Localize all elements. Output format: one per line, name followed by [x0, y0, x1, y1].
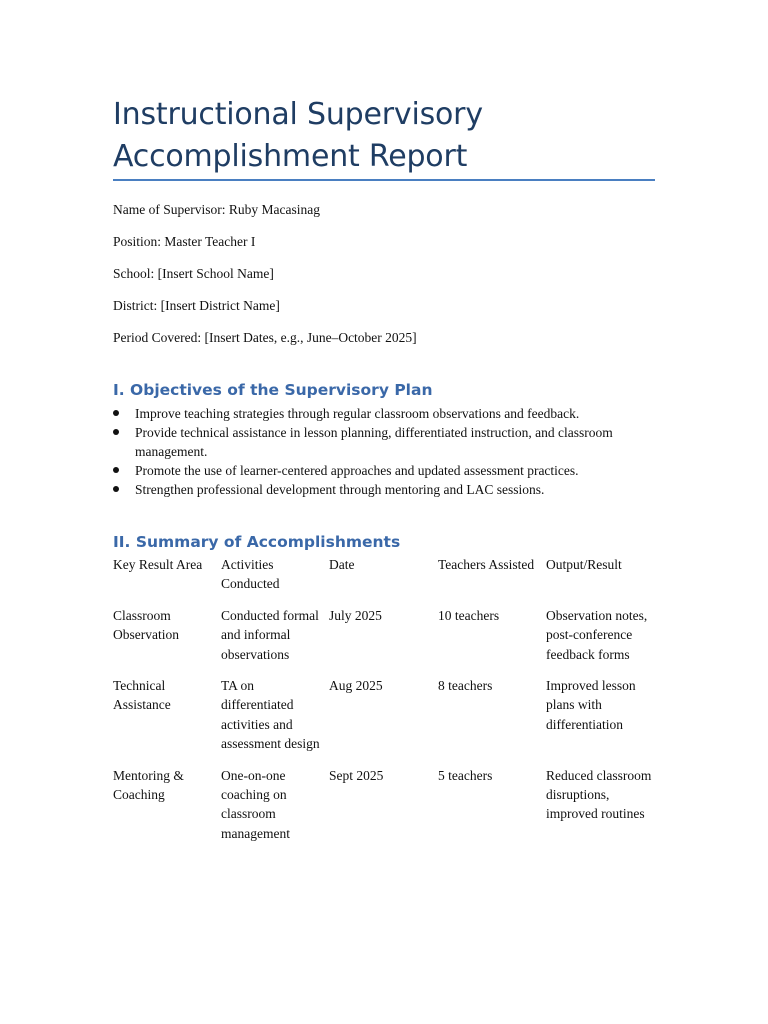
school-name: School: [Insert School Name] — [113, 266, 274, 281]
title-divider — [113, 179, 655, 181]
bullet-icon — [113, 486, 119, 492]
cell-teachers: 5 teachers — [438, 767, 493, 783]
district-name: District: [Insert District Name] — [113, 298, 280, 313]
objective-text: Promote the use of learner-centered approaches and updated assessment practices. — [135, 463, 579, 478]
summary-heading: II. Summary of Accomplishments — [113, 533, 401, 551]
objective-text: Provide technical assistance in lesson planning, differentiated instruction, and classroom management. — [135, 425, 613, 459]
table-row — [113, 606, 658, 676]
objective-item — [113, 423, 658, 461]
cell-teachers: 10 teachers — [438, 607, 500, 623]
objective-item — [113, 480, 658, 499]
objective-item — [113, 404, 658, 423]
report-title: Instructional Supervisory Accomplishment Report — [113, 97, 483, 174]
objective-text: Strengthen professional development through mentoring and LAC sessions. — [135, 482, 545, 497]
supervisor-name: Name of Supervisor: Ruby Macasinag — [113, 202, 320, 217]
objectives-heading: I. Objectives of the Supervisory Plan — [113, 381, 433, 399]
cell-date: Sept 2025 — [329, 767, 384, 783]
objective-item — [113, 461, 658, 480]
column-header-activities: Activities Conducted — [221, 557, 280, 592]
table-row — [113, 766, 658, 856]
table-row — [113, 676, 658, 766]
objective-text: Improve teaching strategies through regular classroom observations and feedback. — [135, 406, 580, 421]
cell-date: July 2025 — [329, 607, 382, 623]
cell-activities: Conducted formal and informal observations — [221, 607, 319, 662]
cell-teachers: 8 teachers — [438, 678, 493, 694]
cell-date: Aug 2025 — [329, 678, 383, 694]
cell-activities: TA on differentiated activities and assessment design — [221, 678, 320, 752]
cell-key-result-area: Classroom Observation — [113, 607, 179, 643]
objectives-list — [113, 404, 658, 499]
supervisor-position: Position: Master Teacher I — [113, 234, 256, 249]
bullet-icon — [113, 410, 119, 416]
cell-output: Improved lesson plans with differentiation — [546, 678, 636, 732]
column-header-date: Date — [329, 557, 355, 572]
column-header-key-result-area: Key Result Area — [113, 557, 203, 572]
bullet-icon — [113, 429, 119, 435]
column-header-output: Output/Result — [546, 557, 622, 572]
bullet-icon — [113, 467, 119, 473]
accomplishments-table — [113, 555, 658, 855]
cell-key-result-area: Technical Assistance — [113, 678, 171, 713]
cell-output: Reduced classroom disruptions, improved routines — [546, 767, 652, 822]
column-header-teachers: Teachers Assisted — [438, 557, 535, 572]
cell-output: Observation notes, post-conference feedback forms — [546, 607, 648, 662]
cell-activities: One-on-one coaching on classroom management — [221, 767, 290, 841]
cell-key-result-area: Mentoring & Coaching — [113, 767, 184, 803]
table-header-row — [113, 555, 658, 606]
period-covered: Period Covered: [Insert Dates, e.g., June–October 2025] — [113, 330, 417, 345]
